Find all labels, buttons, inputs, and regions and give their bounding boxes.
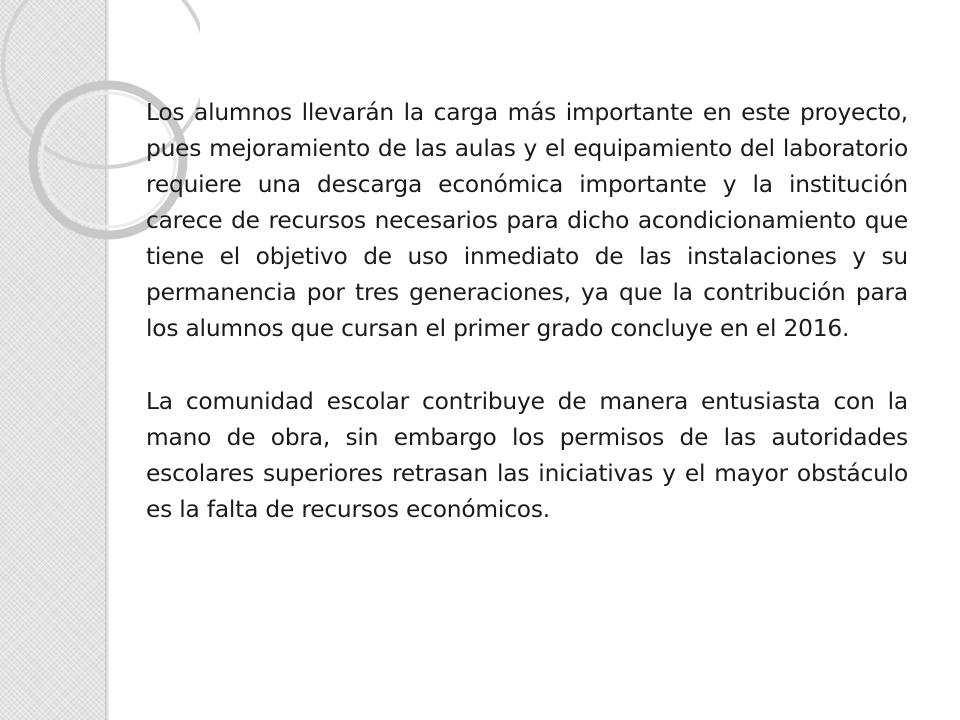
body-text: [146, 95, 908, 528]
paragraph-2: La comunidad escolar contribuye de manera entusiasta con la mano de obra, sin embargo los permisos de las autoridades escolares superiores retrasan las iniciativas y el mayor obstáculo es la falta de recursos económicos.: [146, 388, 908, 523]
paragraph-1: Los alumnos llevarán la carga más importante en este proyecto, pues mejoramiento de las aulas y el equipamiento del laboratorio requiere una descarga económica importante y la institución carece de recursos necesarios para dicho acondicionamiento que tiene el objetivo de uso inmediato de las instalaciones y su permanencia por tres generaciones, ya que la contribución para los alumnos que cursan el primer grado concluye en el 2016.: [146, 99, 908, 342]
